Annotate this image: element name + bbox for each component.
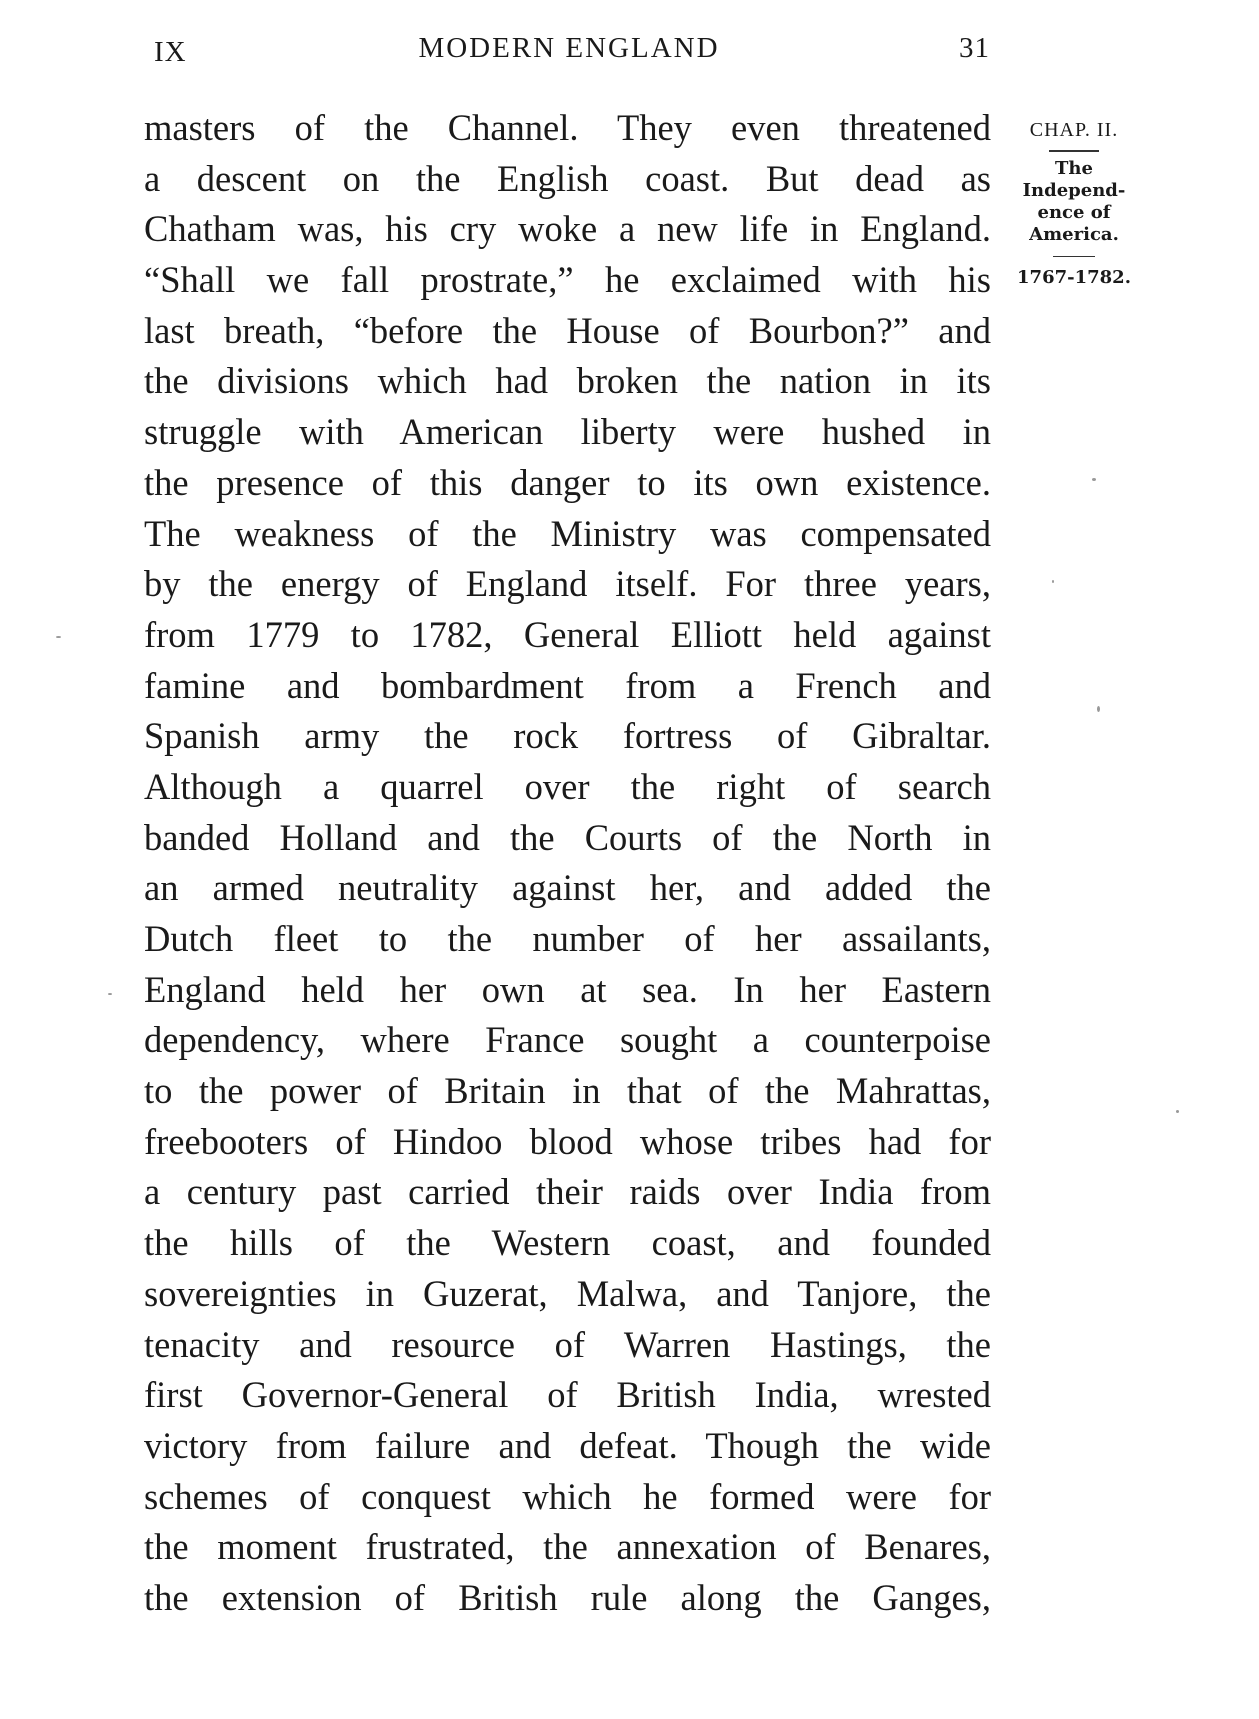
text-line: sovereignties in Guzerat, Malwa, and Tanjore, the — [144, 1272, 991, 1314]
text-line: Although a quarrel over the right of search — [144, 765, 991, 807]
running-head — [144, 30, 994, 74]
text-line: masters of the Channel. They even threatened — [144, 107, 991, 148]
scan-speck — [1176, 1110, 1179, 1113]
text-line: freebooters of Hindoo blood whose tribes had for — [144, 1120, 991, 1162]
margin-years: 1767-1782. — [1017, 267, 1131, 288]
scan-speck — [108, 993, 112, 995]
text-line: schemes of conquest which he formed were for — [144, 1475, 991, 1517]
text-line: Spanish army the rock fortress of Gibraltar. — [144, 715, 991, 757]
scan-speck — [1097, 706, 1100, 712]
text-line: England held her own at sea. In her Eastern — [144, 968, 991, 1010]
text-line: “Shall we fall prostrate,” he exclaimed with his — [144, 259, 991, 301]
text-line: Chatham was, his cry woke a new life in England. — [144, 208, 991, 250]
text-line: banded Holland and the Courts of the North in — [144, 816, 991, 858]
text-line: Dutch fleet to the number of her assailants, — [144, 918, 991, 959]
text-line: victory from failure and defeat. Though the wide — [144, 1424, 991, 1466]
text-line: the moment frustrated, the annexation of Benares, — [144, 1526, 991, 1568]
text-line: by the energy of England itself. For three years, — [144, 563, 991, 605]
margin-divider — [1049, 150, 1099, 152]
text-line: a descent on the English coast. But dead as — [144, 157, 991, 199]
body-text — [144, 103, 991, 1624]
text-line: struggle with American liberty were hushed in — [144, 411, 991, 453]
text-line: last breath, “before the House of Bourbon?” and — [144, 309, 991, 351]
scan-speck — [1092, 478, 1096, 481]
text-line: the divisions which had broken the nation in its — [144, 360, 991, 402]
text-line: the presence of this danger to its own existence. — [144, 461, 991, 503]
text-line: dependency, where France sought a counterpoise — [144, 1019, 991, 1061]
page-number: 31 — [959, 32, 990, 64]
text-line: the hills of the Western coast, and founded — [144, 1222, 991, 1264]
margin-divider — [1053, 256, 1095, 257]
text-line: The weakness of the Ministry was compensated — [144, 512, 991, 554]
book-title: MODERN ENGLAND — [418, 32, 720, 64]
scan-speck — [1052, 580, 1054, 583]
margin-note — [1010, 118, 1138, 289]
scan-speck — [56, 636, 61, 638]
margin-chapter-label: CHAP. II. — [1029, 119, 1119, 141]
text-line: to the power of Britain in that of the Mahrattas, — [144, 1070, 991, 1112]
text-line: from 1779 to 1782, General Elliott held against — [144, 613, 991, 655]
text-line: tenacity and resource of Warren Hastings, the — [144, 1323, 991, 1365]
text-line: the extension of British rule along the Ganges, — [144, 1576, 991, 1618]
chapter-number: IX — [154, 36, 187, 68]
text-line: an armed neutrality against her, and added the — [144, 867, 991, 909]
margin-topic: The Independ- ence of America. — [1022, 158, 1126, 245]
text-line: first Governor-General of British India, wrested — [144, 1374, 991, 1416]
text-line: famine and bombardment from a French and — [144, 664, 991, 706]
text-line: a century past carried their raids over India from — [144, 1171, 991, 1213]
